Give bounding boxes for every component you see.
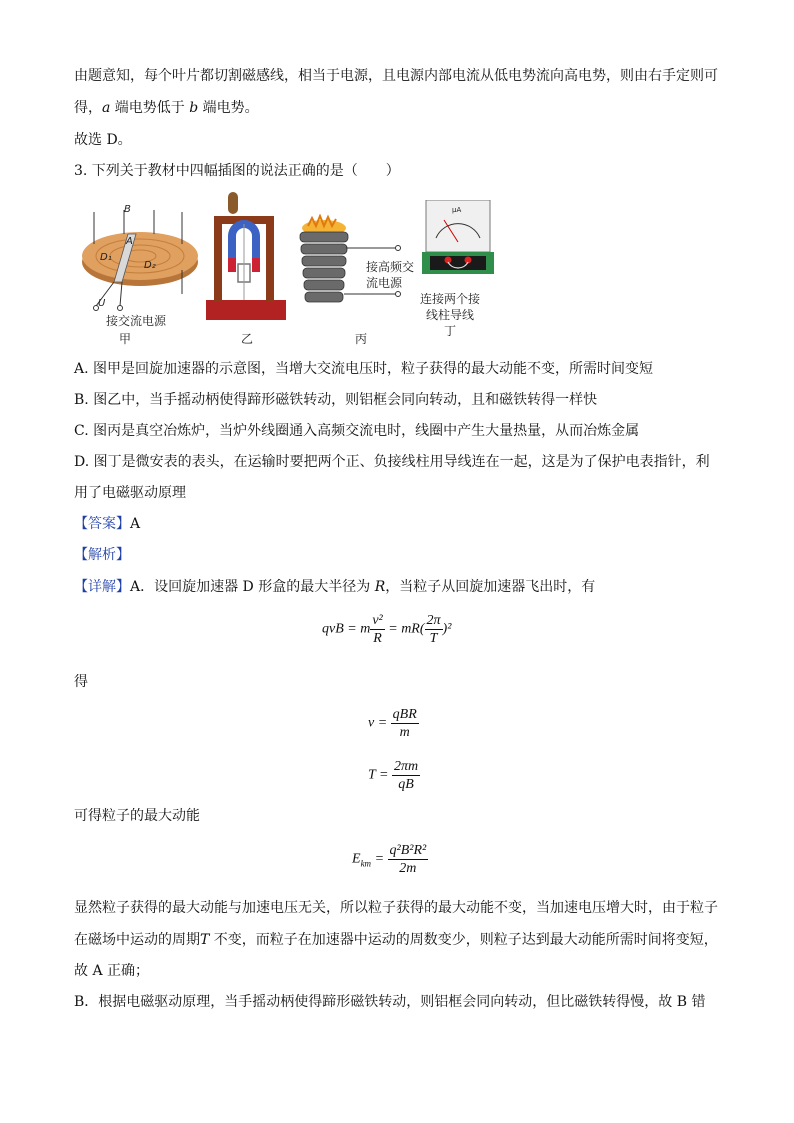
para2-line-1: B．根据电磁驱动原理，当手摇动柄使得蹄形磁铁转动，则铝框会同向转动，但比磁铁转得慢，故 B 错	[74, 994, 706, 1010]
eq1-num-2: 2π	[426, 613, 441, 628]
caption-bing-2: 流电源	[366, 276, 403, 290]
label-D1: D₁	[100, 252, 112, 263]
eq2-lhs: v =	[368, 715, 391, 731]
eq4-num: q²B²R²	[389, 843, 427, 858]
answer-line	[74, 514, 140, 534]
para1-line-2	[74, 930, 718, 950]
eq3-den: qB	[398, 777, 414, 792]
equation-2	[368, 706, 419, 741]
eq2-den: m	[399, 725, 410, 740]
eq3-frac	[392, 758, 420, 793]
option-d-line-2: 用了电磁驱动原理	[74, 485, 186, 501]
label-jia: 甲	[119, 332, 132, 346]
intro-line-2	[74, 98, 259, 118]
eq1-den-1: R	[373, 631, 382, 646]
eq3-lhs: T =	[368, 767, 392, 783]
analysis-tag: 【解析】	[74, 547, 130, 563]
meter-unit: μA	[452, 206, 462, 214]
label-U: U	[98, 298, 106, 309]
answer-value: A	[130, 516, 141, 532]
eq4-eq: =	[371, 851, 388, 867]
var-b: b	[189, 100, 199, 116]
option-b: B. 图乙中，当手摇动柄使得蹄形磁铁转动，则铝框会同向转动，且和磁铁转得一样快	[74, 392, 598, 408]
option-a: A. 图甲是回旋加速器的示意图，当增大交流电压时，粒子获得的最大动能不变，所需时间变短	[74, 361, 654, 377]
eq1-tail: )²	[442, 621, 452, 637]
intro-text: 端电势。	[198, 100, 259, 116]
detail-text: ，当粒子从回旋加速器飞出时，有	[385, 579, 596, 595]
question-stem: 3. 下列关于教材中四幅插图的说法正确的是（ ）	[74, 163, 400, 179]
var-a: a	[102, 100, 111, 116]
detail-label: 【详解】	[74, 579, 130, 595]
eq1-den-2: T	[429, 631, 438, 646]
label-D2: D₂	[144, 260, 156, 271]
caption-jia: 接交流电源	[106, 314, 167, 328]
eq1-frac-2	[425, 612, 443, 647]
eq1-mid: = mR(	[384, 621, 425, 637]
para1-text: 在磁场中运动的周期	[74, 932, 200, 948]
eq4-frac	[388, 842, 429, 877]
intro-line-3: 故选 D。	[74, 132, 132, 148]
de-line: 得	[74, 674, 88, 690]
ke-de-line: 可得粒子的最大动能	[74, 808, 200, 824]
option-c: C. 图丙是真空冶炼炉，当炉外线圈通入高频交流电时，线圈中产生大量热量，从而冶炼金属	[74, 423, 640, 439]
var-T: T	[200, 932, 210, 948]
equation-3	[368, 758, 420, 793]
label-bing: 丙	[355, 332, 368, 346]
answer-label: 【答案】	[74, 516, 130, 532]
intro-text: 得，	[74, 100, 102, 116]
label-ding: 丁	[444, 324, 457, 338]
caption-bing-1: 接高频交	[366, 260, 415, 274]
eq2-frac	[391, 706, 419, 741]
intro-text: 端电势低于	[110, 100, 190, 116]
eq1-lhs: qvB = m	[322, 621, 371, 637]
eq1-frac-1	[370, 612, 384, 647]
para1-line-3: 故 A 正确；	[74, 963, 150, 979]
equation-1	[322, 612, 451, 647]
para1-line-1: 显然粒子获得的最大动能与加速电压无关，所以粒子获得的最大动能不变，当加速电压增大时，由于粒子	[74, 900, 718, 916]
para1-text: 不变，而粒子在加速器中运动的周数变少，则粒子达到最大动能所需时间将变短，	[209, 932, 718, 948]
label-B: B	[124, 204, 131, 215]
var-R: R	[374, 579, 386, 595]
analysis-label	[74, 545, 130, 565]
intro-line-1: 由题意知，每个叶片都切割磁感线，相当于电源，且电源内部电流从低电势流向高电势，则由右手定则可	[74, 68, 718, 84]
equation-4	[352, 842, 428, 877]
option-d-line-1: D. 图丁是微安表的表头，在运输时要把两个正、负接线柱用导线连在一起，这是为了保护电表指针，利	[74, 454, 710, 470]
detail-line	[74, 577, 595, 597]
label-yi: 乙	[241, 332, 254, 346]
caption-ding-2: 线柱导线	[426, 308, 475, 322]
detail-text: A．设回旋加速器 D 形盒的最大半径为	[130, 579, 375, 595]
eq4-den: 2m	[399, 861, 417, 876]
caption-ding-1: 连接两个接	[420, 292, 481, 306]
eq4-lhs: E	[352, 851, 361, 867]
eq2-num: qBR	[392, 707, 417, 722]
label-A: A	[126, 236, 133, 247]
cyclotron-figure	[74, 204, 204, 324]
eq4-sub: km	[360, 858, 372, 869]
eq3-num: 2πm	[393, 759, 419, 774]
magnet-frame-figure	[204, 192, 289, 327]
figure-group	[74, 192, 504, 352]
eq1-num-1: v²	[372, 613, 383, 628]
